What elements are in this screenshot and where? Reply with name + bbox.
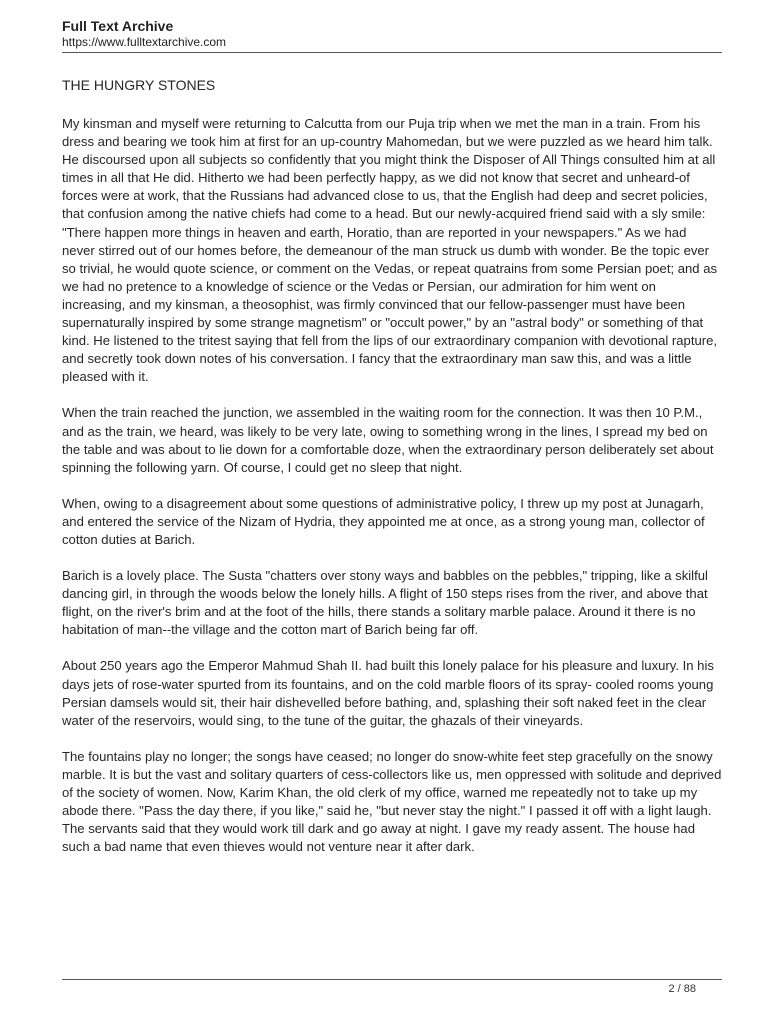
paragraph: When, owing to a disagreement about some questions of administrative policy, I threw up my post at Junagarh, and entered the service of the Nizam of Hydria, they appointed me at once, as a strong young man, collector of cotton duties at Barich.: [62, 495, 705, 547]
header-divider: [62, 52, 722, 53]
site-url: https://www.fulltextarchive.com: [62, 35, 227, 49]
paragraph: The fountains play no longer; the songs have ceased; no longer do snow-white feet step gracefully on the snowy marble. It is but the vast and solitary quarters of cess-collectors like us, men oppressed with solitude and deprived of the society of women. Now, Karim Khan, the old clerk of my office, warned me repeatedly not to take up my abode there. "Pass the day there, if you like," said he, "but never stay the night." I passed it off with a light laugh. The servants said that they would work till dark and go away at night. I gave my ready assent. The house had such a bad name that even thieves would not venture near it after dark.: [62, 748, 722, 855]
paragraph: About 250 years ago the Emperor Mahmud Shah II. had built this lonely palace for his pleasure and luxury. In his days jets of rose-water spurted from its fountains, and on the cold marble floors of its spray- cooled rooms young Persian damsels would sit, their hair dishevelled before bathing, and, splashing their soft naked feet in the clear water of the reservoirs, would sing, to the tune of the guitar, the ghazals of their vineyards.: [62, 658, 714, 728]
site-name: Full Text Archive: [62, 18, 174, 34]
page-number: 2 / 88: [668, 983, 696, 995]
paragraph: Barich is a lovely place. The Susta "chatters over stony ways and babbles on the pebbles," tripping, like a skilful dancing girl, in through the woods below the lonely hills. A flight of 150 steps rises from the river, and above that flight, on the river's brim and at the foot of the hills, there stands a solitary marble palace. Around it there is no habitation of man--the village and the cotton mart of Barich being far off.: [62, 568, 708, 638]
paragraph: When the train reached the junction, we assembled in the waiting room for the connection. It was then 10 P.M., and as the train, we heard, was likely to be very late, owing to something wrong in the lines, I spread my bed on the table and was about to lie down for a comfortable doze, when the extraordinary person deliberately set about spinning the following yarn. Of course, I could get no sleep that night.: [62, 405, 714, 475]
document-body: [62, 76, 722, 874]
footer-divider: [62, 979, 722, 980]
paragraph: My kinsman and myself were returning to Calcutta from our Puja trip when we met the man in a train. From his dress and bearing we took him at first for an up-country Mahomedan, but we were puzzled as we heard him talk. He discoursed upon all subjects so confidently that you might think the Disposer of All Things consulted him at all times in all that He did. Hitherto we had been perfectly happy, as we did not know that secret and unheard-of forces were at work, that the Russians had advanced close to us, that the English had deep and secret policies, that confusion among the native chiefs had come to a head. But our newly-acquired friend said with a sly smile: "There happen more things in heaven and earth, Horatio, than are reported in your newspapers." As we had never stirred out of our homes before, the demeanour of the man struck us dumb with wonder. Be the topic ever so trivial, he would quote science, or comment on the Vedas, or repeat quatrains from some Persian poet; and as we had no pretence to a knowledge of science or the Vedas or Persian, our admiration for him went on increasing, and my kinsman, a theosophist, was firmly convinced that our fellow-passenger must have been supernaturally inspired by some strange magnetism" or "occult power," by an "astral body" or something of that kind. He listened to the tritest saying that fell from the lips of our extraordinary companion with devotional rapture, and secretly took down notes of his conversation. I fancy that the extraordinary man saw this, and was a little pleased with it.: [62, 116, 718, 385]
document-title: THE HUNGRY STONES: [62, 77, 216, 93]
page-header: [62, 18, 722, 49]
